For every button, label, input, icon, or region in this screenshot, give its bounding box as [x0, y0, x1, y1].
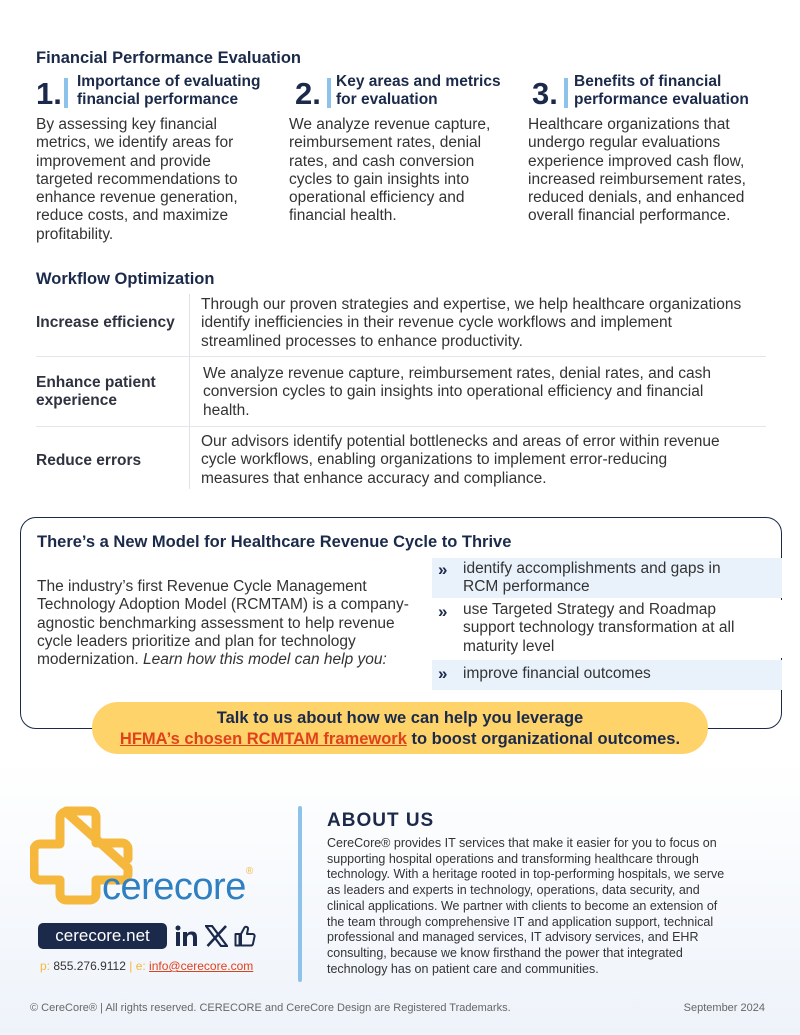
financial-section-title: Financial Performance Evaluation	[36, 49, 301, 67]
cta-banner	[92, 702, 708, 754]
column-body: We analyze revenue capture, reimbursement rates, denial rates, and cash conversion cycles to gain insights into operational efficiency and financial health.	[289, 116, 491, 225]
column-body: Healthcare organizations that undergo regular evaluations experience improved cash flow, increased reimbursement rates, reduced denials, and enhanced overall financial performance.	[528, 116, 746, 225]
column-heading: Benefits of financial performance evaluation	[574, 73, 749, 108]
model-title: There’s a New Model for Healthcare Revenue Cycle to Thrive	[37, 533, 512, 551]
row-label: Increase efficiency	[36, 314, 175, 331]
row-divider	[189, 427, 190, 489]
workflow-row-patient-experience	[36, 357, 766, 427]
column-body: By assessing key financial metrics, we identify areas for improvement and provide targeted recommendations to enhance revenue generation, reduce costs, and maximize profitability.	[36, 116, 238, 243]
model-callout-box	[20, 517, 782, 729]
chevron-right-icon: »	[438, 664, 448, 683]
website-link[interactable]: cerecore.net	[38, 923, 167, 949]
bullet-text: use Targeted Strategy and Roadmap support technology transformation at all maturity level	[463, 601, 735, 655]
copyright-text: © CereCore® | All rights reserved. CERECORE and CereCore Design are Registered Trademarks.	[30, 1002, 511, 1014]
row-label: Reduce errors	[36, 452, 142, 469]
publication-date: September 2024	[683, 1002, 765, 1014]
model-description: The industry’s first Revenue Cycle Management Technology Adoption Model (RCMTAM) is a company- agnostic benchmarking assessment to help revenue cycle leaders prioritize and plan for technology modernization. Learn how this model can help you:	[37, 578, 409, 669]
x-icon[interactable]	[205, 925, 228, 952]
row-divider	[189, 357, 190, 426]
about-text: CereCore® provides IT services that make it easier for you to focus on supporting hospital operations and transforming healthcare through technology. With a heritage rooted in top-performing hospitals, we serve as leaders and experts in technology, operations, data security, and clinical applications. We partner with clients to become an extension of the team through comprehensive IT and application support, technical professional and managed services, IT advisory services, and EHR consulting, because we know firsthand the power that integrated technology has on patient care and communities.	[327, 836, 725, 976]
financial-column-1	[36, 72, 276, 252]
workflow-section-title: Workflow Optimization	[36, 270, 215, 288]
column-number: 3.	[532, 76, 558, 111]
row-text: We analyze revenue capture, reimbursement rates, denial rates, and cash conversion cycles to gain insights into operational efficiency and financial health.	[203, 365, 712, 419]
cta-line-2: HFMA’s chosen RCMTAM framework to boost organizational outcomes.	[119, 729, 681, 748]
accent-bar	[327, 78, 331, 108]
column-number: 2.	[295, 76, 321, 111]
chevron-right-icon: »	[438, 602, 448, 621]
bullet-text: identify accomplishments and gaps in RCM performance	[463, 560, 721, 596]
linkedin-icon[interactable]	[175, 925, 199, 952]
contact-info: p: 855.276.9112 | e: info@cerecore.com	[40, 959, 254, 973]
bullet-item	[432, 600, 782, 658]
about-accent-bar	[298, 806, 302, 982]
accent-bar	[564, 78, 568, 108]
bullet-item	[432, 660, 782, 690]
email-link[interactable]: info@cerecore.com	[149, 959, 254, 973]
workflow-row-efficiency	[36, 294, 766, 357]
chevron-right-icon: »	[438, 560, 448, 579]
column-number: 1.	[36, 76, 62, 111]
financial-column-2	[289, 72, 519, 252]
phone-number[interactable]: 855.276.9112	[53, 959, 126, 973]
financial-column-3	[528, 72, 778, 252]
row-text: Through our proven strategies and expertise, we help healthcare organizations identify inefficiencies in their revenue cycle workflows and implement streamlined processes to enhance productivity.	[201, 296, 742, 350]
accent-bar	[64, 78, 68, 108]
bullet-text: improve financial outcomes	[463, 665, 651, 682]
thumbs-up-icon[interactable]	[234, 925, 256, 952]
rcmtam-framework-link[interactable]: HFMA’s chosen RCMTAM framework	[119, 729, 407, 748]
cta-line-1: Talk to us about how we can help you leverage	[216, 709, 584, 727]
row-label: Enhance patient experience	[36, 374, 156, 409]
workflow-row-reduce-errors	[36, 427, 766, 489]
brand-wordmark: cerecore®	[102, 866, 253, 908]
row-divider	[189, 294, 190, 356]
column-heading: Importance of evaluating financial performance	[77, 73, 261, 108]
row-text: Our advisors identify potential bottlenecks and areas of error within revenue cycle workflows, enabling organizations to implement error-reducing measures that enhance accuracy and compliance.	[201, 433, 720, 487]
column-heading: Key areas and metrics for evaluation	[336, 73, 501, 108]
bullet-item	[432, 558, 782, 598]
about-title: ABOUT US	[327, 810, 435, 831]
